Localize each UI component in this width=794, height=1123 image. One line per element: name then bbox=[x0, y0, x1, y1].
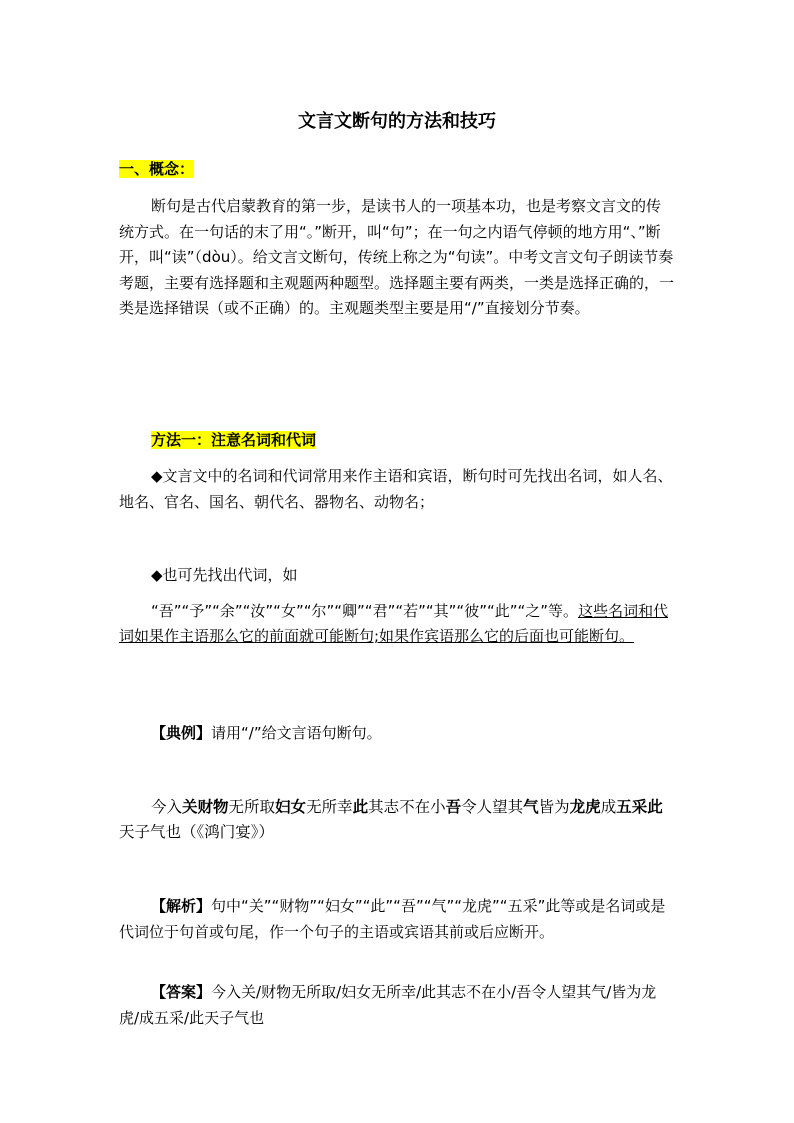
passage-text: 其志不在小 bbox=[368, 798, 446, 816]
answer-label: 【答案】 bbox=[151, 983, 212, 1001]
passage-keyword: 关财物 bbox=[182, 798, 229, 816]
bullet-pronouns: ◆也可先找出代词，如 bbox=[151, 566, 298, 584]
section-heading-text: 一、概念： bbox=[119, 160, 195, 178]
example-passage bbox=[119, 795, 675, 845]
analysis-text: 句中“关”“财物”“妇女”“此”“吾”“气”“龙虎”“五采”此等或是名词或是代词位于句首或句尾，作一个句子的主语或宾语其前或后应断开。 bbox=[119, 897, 666, 941]
passage-keyword: 此 bbox=[647, 798, 663, 816]
answer-paragraph bbox=[119, 979, 675, 1031]
answer-text: 今入关/财物无所取/妇女无所幸/此其志不在小/吾令人望其气/皆为龙虎/成五采/此天子气也 bbox=[119, 983, 657, 1027]
page-title: 文言文断句的方法和技巧 bbox=[298, 111, 496, 132]
section-heading-concept bbox=[119, 157, 675, 181]
passage-keyword: 五采 bbox=[616, 798, 648, 816]
pronoun-list: “吾”“予”“余”“汝”“女”“尔”“卿”“君”“若”“其”“彼”“此”“之”等。 bbox=[151, 602, 579, 620]
example-label: 【典例】 bbox=[151, 724, 212, 742]
analysis-paragraph bbox=[119, 893, 675, 945]
example-prompt bbox=[119, 721, 675, 745]
passage-text: 成 bbox=[600, 798, 617, 816]
passage-keyword: 龙虎 bbox=[569, 798, 601, 816]
method-heading bbox=[119, 428, 707, 452]
passage-text: 令人望其 bbox=[461, 798, 524, 816]
passage-keyword: 气 bbox=[523, 798, 539, 816]
passage-text: 今入 bbox=[151, 798, 183, 816]
example-text: 请用“/”给文言语句断句。 bbox=[211, 724, 382, 742]
passage-text: 无所取 bbox=[228, 798, 276, 816]
pronoun-rule: 这些名词和代词如果作主语那么它的前面就可能断句;如果作宾语那么它的后面也可能断句。 bbox=[119, 602, 669, 645]
passage-keyword: 此 bbox=[352, 798, 369, 816]
analysis-label: 【解析】 bbox=[151, 897, 212, 915]
pronoun-rule-paragraph bbox=[119, 599, 675, 649]
concept-paragraph: 断句是古代启蒙教育的第一步，是读书人的一项基本功，也是考察文言文的传统方式。在一句话的末了用“。”断开，叫“句”；在一句之内语气停顿的地方用“、”断开，叫“读”（dòu）。给文言文断句，传统上称之为“句读”。中考文言文句子朗读节奏考题，主要有选择题和主观题两种题型。选择题主要有两类，一类是选择正确的，一类是选择错误（或不正确）的。主观题类型主要是用“/”直接划分节奏。 bbox=[119, 197, 675, 317]
passage-text: 天子气也（《鸿门宴》） bbox=[119, 823, 275, 841]
passage-text: 无所幸 bbox=[306, 798, 353, 816]
passage-keyword: 吾 bbox=[445, 798, 462, 816]
method-heading-text: 方法一：注意名词和代词 bbox=[151, 431, 317, 449]
passage-keyword: 妇女 bbox=[275, 798, 307, 816]
bullet-nouns: ◆文言文中的名词和代词常用来作主语和宾语，断句时可先找出名词，如人名、地名、官名、国名、朝代名、器物名、动物名； bbox=[119, 467, 673, 511]
passage-text: 皆为 bbox=[538, 798, 570, 816]
